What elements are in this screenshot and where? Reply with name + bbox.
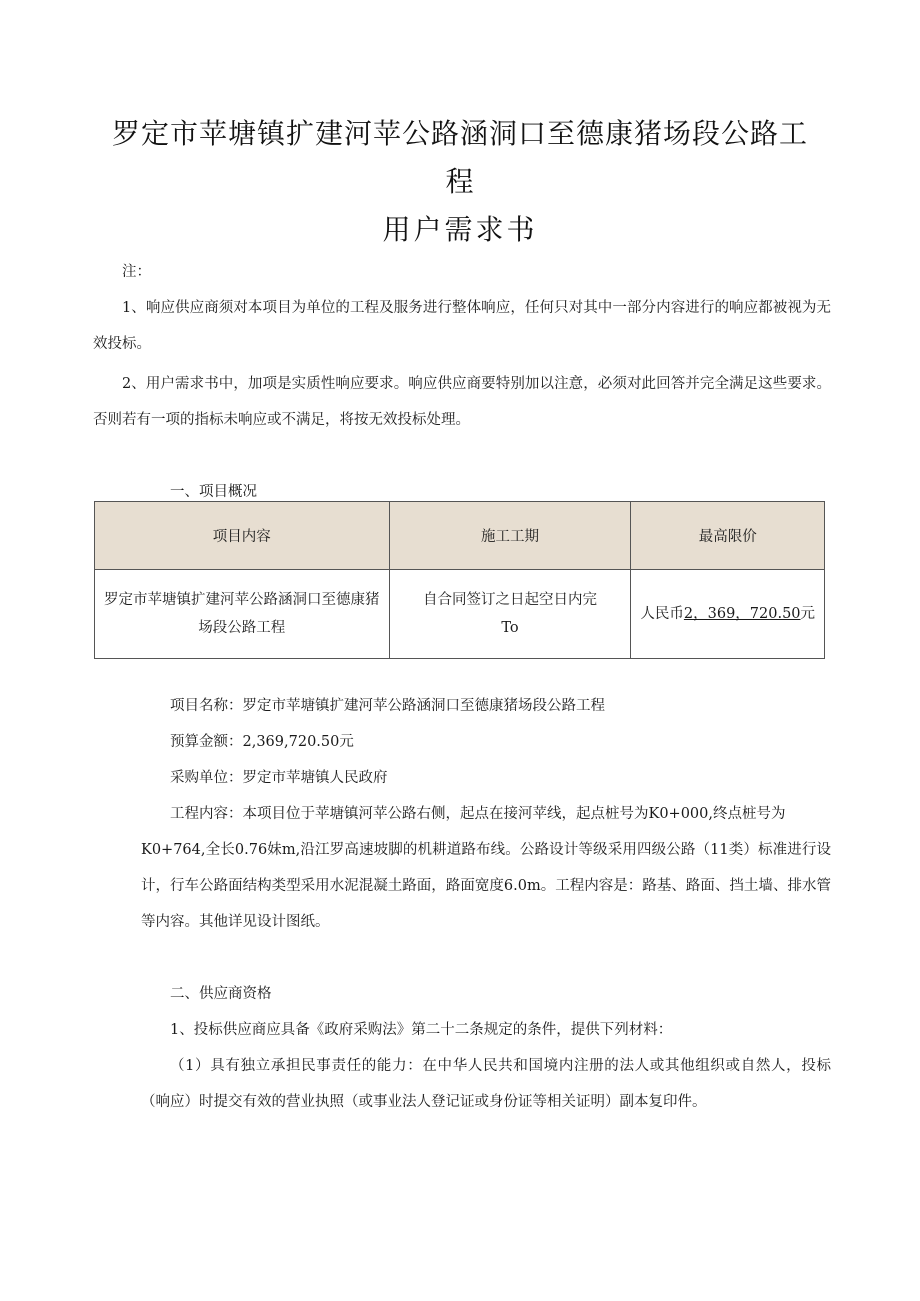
note-item-1: 1、响应供应商须对本项目为单位的工程及服务进行整体响应，任何只对其中一部分内容进行的响应都被视为无效投标。 [93,300,831,352]
budget-amount: 预算金额：2,369,720.50元 [170,734,354,750]
notes-label: 注： [122,264,151,280]
price-prefix: 人民币 [640,606,684,622]
table-row [95,570,825,659]
cell-period [389,570,631,659]
work-content [141,796,831,940]
qualification-item-2: （1）具有独立承担民事责任的能力：在中华人民共和国境内注册的法人或其他组织或自然人，投标（响应）时提交有效的营业执照（或事业法人登记证或身份证等相关证明）副本复印件。 [141,1058,831,1110]
project-overview-table [94,501,825,659]
cell-price [631,570,825,659]
header-price: 最高限价 [631,502,825,570]
project-name: 项目名称：罗定市苹塘镇扩建河苹公路涵洞口至德康猪场段公路工程 [170,698,605,714]
doc-title-line2: 程 [445,165,475,198]
work-content-lead: 工程内容：本项目位于苹塘镇河苹公路右侧，起点在接河苹线，起点桩号为K0+000,终点桩号为 [170,806,786,822]
period-line2: To [501,620,519,636]
doc-subtitle: 用户需求书 [382,213,538,246]
work-content-rest: K0+764,全长0.76妹m,沿江罗高速坡脚的机耕道路布线。公路设计等级采用四级公路（11类）标准进行设计，行车公路面结构类型采用水泥混凝土路面，路面宽度6.0m。工程内容是：路基、路面、挡土墙、排水管等内容。其他详见设计图纸。 [141,842,831,930]
price-suffix: 元 [800,606,816,622]
header-period: 施工工期 [389,502,631,570]
header-content: 项目内容 [95,502,390,570]
section2-heading: 二、供应商资格 [170,986,272,1002]
section1-heading: 一、项目概况 [170,484,257,500]
period-line1: 自合同签订之日起空日内完 [422,592,597,608]
doc-title-line1: 罗定市苹塘镇扩建河苹公路涵洞口至德康猪场段公路工 [111,117,808,150]
price-amount: 2，369，720.50 [683,606,801,622]
table-header-row [95,502,825,570]
note-item-2: 2、用户需求书中，加项是实质性响应要求。响应供应商要特别加以注意，必须对此回答并完全满足这些要求。否则若有一项的指标未响应或不满足，将按无效投标处理。 [93,376,831,428]
purchasing-unit: 采购单位：罗定市苹塘镇人民政府 [170,770,388,786]
qualification-item-1: 1、投标供应商应具备《政府采购法》第二十二条规定的条件，提供下列材料： [170,1022,673,1038]
cell-project-content: 罗定市苹塘镇扩建河苹公路涵洞口至德康猪场段公路工程 [95,570,390,659]
